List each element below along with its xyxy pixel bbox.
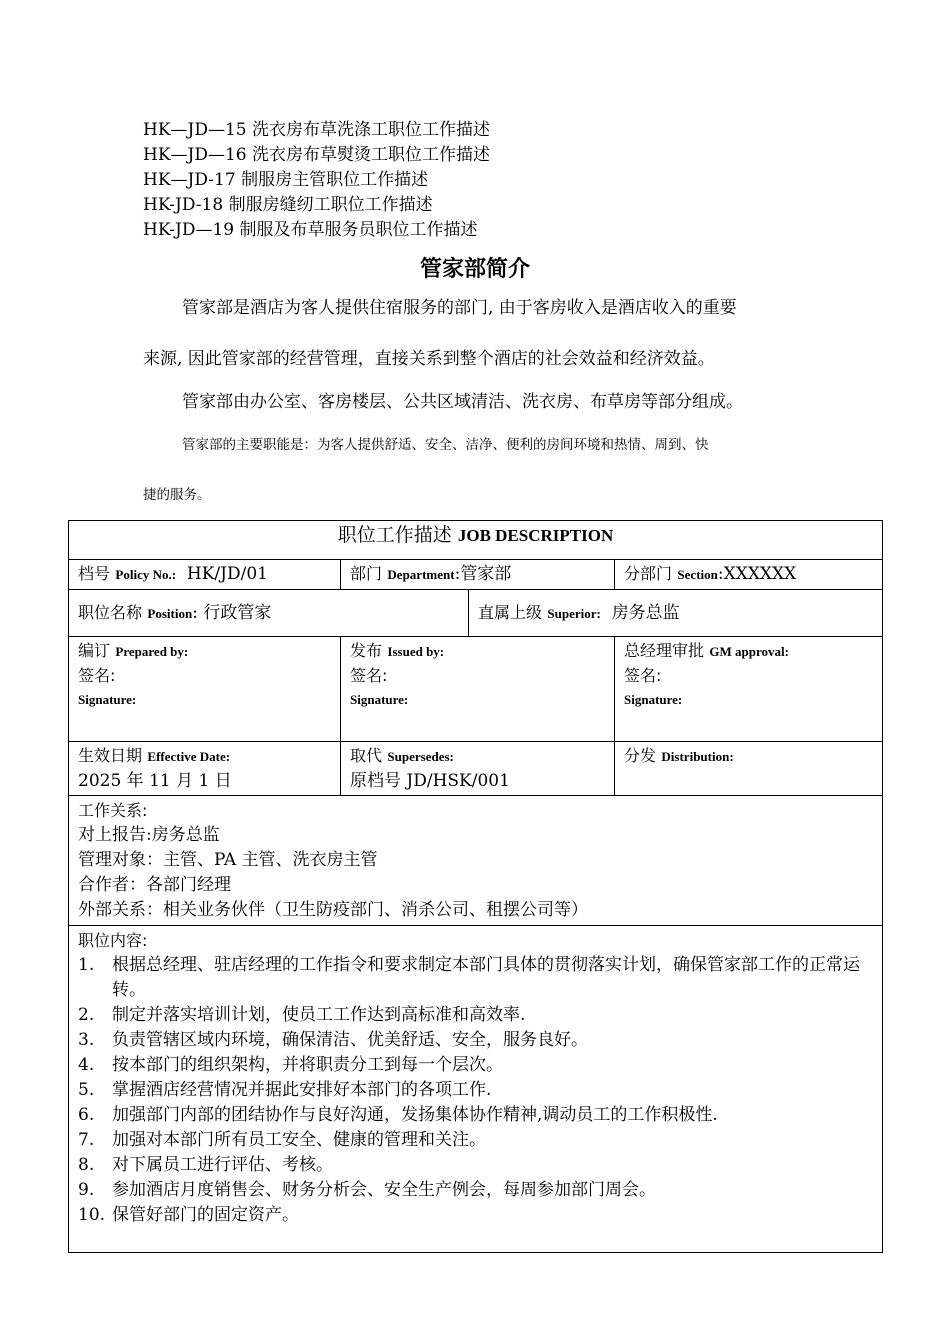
effective-date-value: 2025 年 11 月 1 日	[78, 771, 232, 791]
duties-title: 职位内容:	[78, 931, 148, 950]
superior-label: 直属上级	[478, 602, 543, 622]
signature-label-en: Signature:	[350, 692, 409, 707]
item-number: 5.	[78, 1080, 95, 1100]
index-line: HK—JD-17 制服房主管职位工作描述	[143, 170, 429, 190]
item-text: 负责管辖区域内环境，确保清洁、优美舒适、安全，服务良好。	[112, 1030, 588, 1050]
signature-label-en: Signature:	[624, 692, 683, 707]
policy-label-en: Policy No.:	[115, 567, 177, 582]
position-label: 职位名称	[78, 602, 143, 622]
relations-item: 对上报告:房务总监	[78, 825, 220, 845]
duties-row	[69, 926, 883, 1253]
heading-zh: 职位工作描述	[337, 524, 452, 546]
position-cell: 职位名称 Position: 行政管家	[69, 590, 469, 637]
item-text: 参加酒店月度销售会、财务分析会、安全生产例会，每周参加部门周会。	[112, 1180, 656, 1200]
list-item	[78, 953, 873, 1003]
distribution-label: 分发	[624, 746, 657, 765]
policy-row	[69, 560, 883, 590]
relations-item: 外部关系：相关业务伙伴（卫生防疫部门、消杀公司、租摆公司等）	[78, 900, 588, 920]
position-label-en: Position	[147, 605, 193, 621]
section-value: XXXXXX	[723, 564, 797, 584]
duties-cell	[69, 926, 883, 1253]
position-value: 行政管家	[203, 602, 272, 623]
department-value: 管家部	[460, 564, 512, 584]
job-description-index	[143, 118, 490, 243]
department-cell: 部门 Department:管家部	[341, 560, 615, 590]
item-number: 10.	[78, 1205, 106, 1225]
effective-row	[69, 742, 883, 796]
supersedes-label: 取代	[350, 746, 383, 765]
distribution-label-en: Distribution:	[661, 749, 734, 764]
list-item	[78, 1003, 873, 1028]
list-item	[78, 1103, 873, 1128]
superior-value: 房务总监	[611, 602, 680, 623]
item-text: 制定并落实培训计划，使员工工作达到高标准和高效率.	[112, 1005, 526, 1025]
item-text: 对下属员工进行评估、考核。	[112, 1155, 333, 1175]
heading-en: JOB DESCRIPTION	[457, 526, 614, 545]
item-number: 9.	[78, 1180, 95, 1200]
item-number: 8.	[78, 1155, 95, 1175]
list-item	[78, 1178, 873, 1203]
policy-value: HK/JD/01	[186, 564, 268, 584]
relations-item: 管理对象：主管、PA 主管、洗衣房主管	[78, 850, 378, 870]
gm-approval-cell	[615, 637, 883, 742]
policy-label: 档号	[78, 564, 111, 583]
intro-paragraph-3-line-2: 捷的服务。	[143, 487, 211, 503]
superior-cell	[469, 590, 883, 637]
prepared-label-en: Prepared by:	[115, 644, 189, 659]
policy-cell	[69, 560, 341, 590]
section-title: 管家部简介	[419, 257, 530, 282]
list-item	[78, 1153, 873, 1178]
gm-approval-label-en: GM approval:	[709, 644, 789, 659]
signature-label: 签名:	[78, 666, 116, 685]
table-heading	[69, 521, 883, 560]
supersedes-label-en: Supersedes:	[387, 749, 454, 764]
section-label: 分部门	[624, 564, 673, 583]
table-header-row	[69, 521, 883, 560]
supersedes-value: 原档号 JD/HSK/001	[350, 771, 510, 791]
item-number: 7.	[78, 1130, 95, 1150]
supersedes-cell	[341, 742, 615, 796]
prepared-label: 编订	[78, 641, 111, 660]
superior-label-en: Superior:	[547, 605, 601, 621]
item-text: 根据总经理、驻店经理的工作指令和要求制定本部门具体的贯彻落实计划，确保管家部工作的正常运转。	[112, 955, 860, 1000]
item-number: 2.	[78, 1005, 95, 1025]
department-label: 部门	[350, 564, 383, 583]
list-item	[78, 1053, 873, 1078]
intro-paragraph-2: 管家部由办公室、客房楼层、公共区域清洁、洗衣房、布草房等部分组成。	[182, 392, 743, 412]
effective-date-label-en: Effective Date:	[147, 749, 231, 764]
intro-paragraph-1-line-2: 来源, 因此管家部的经营管理，直接关系到整个酒店的社会效益和经济效益。	[143, 349, 715, 369]
prepared-cell	[69, 637, 341, 742]
effective-date-label: 生效日期	[78, 746, 143, 765]
section-label-en: Section	[677, 567, 718, 582]
index-line: HK-JD—19 制服及布草服务员职位工作描述	[143, 220, 478, 240]
index-line: HK—JD—15 洗衣房布草洗涤工职位工作描述	[143, 120, 491, 140]
item-number: 4.	[78, 1055, 95, 1075]
item-text: 加强部门内部的团结协作与良好沟通，发扬集体协作精神,调动员工的工作积极性.	[112, 1105, 718, 1125]
item-text: 按本部门的组织架构，并将职责分工到每一个层次。	[112, 1055, 503, 1075]
item-number: 3.	[78, 1030, 95, 1050]
item-number: 6.	[78, 1105, 95, 1125]
gm-approval-label: 总经理审批	[624, 641, 705, 660]
list-item	[78, 1128, 873, 1153]
relations-cell	[69, 796, 883, 926]
duties-list	[78, 953, 873, 1228]
relations-row	[69, 796, 883, 926]
intro-paragraph-1-line-1: 管家部是酒店为客人提供住宿服务的部门, 由于客房收入是酒店收入的重要	[182, 298, 737, 318]
job-description-table	[68, 520, 883, 1253]
distribution-cell	[615, 742, 883, 796]
issued-label-en: Issued by:	[387, 644, 445, 659]
list-item	[78, 1203, 873, 1228]
department-label-en: Department	[387, 567, 455, 582]
effective-date-cell	[69, 742, 341, 796]
list-item	[78, 1078, 873, 1103]
index-line: HK-JD-18 制服房缝纫工职位工作描述	[143, 195, 433, 215]
item-text: 掌握酒店经营情况并据此安排好本部门的各项工作.	[112, 1080, 492, 1100]
relations-title: 工作关系:	[78, 801, 148, 820]
relations-item: 合作者：各部门经理	[78, 875, 231, 895]
position-row	[69, 590, 883, 637]
issued-cell	[341, 637, 615, 742]
intro-paragraph-3-line-1: 管家部的主要职能是：为客人提供舒适、安全、洁净、便利的房间环境和热情、周到、快	[182, 437, 709, 453]
item-text: 加强对本部门所有员工安全、健康的管理和关注。	[112, 1130, 486, 1150]
section-cell: 分部门 Section:XXXXXX	[615, 560, 883, 590]
issued-label: 发布	[350, 641, 383, 660]
index-line: HK—JD—16 洗衣房布草熨烫工职位工作描述	[143, 145, 491, 165]
list-item	[78, 1028, 873, 1053]
signature-label: 签名:	[350, 666, 388, 685]
item-number: 1.	[78, 955, 95, 975]
item-text: 保管好部门的固定资产。	[112, 1205, 299, 1225]
signature-label-en: Signature:	[78, 692, 137, 707]
approval-row	[69, 637, 883, 742]
signature-label: 签名:	[624, 666, 662, 685]
